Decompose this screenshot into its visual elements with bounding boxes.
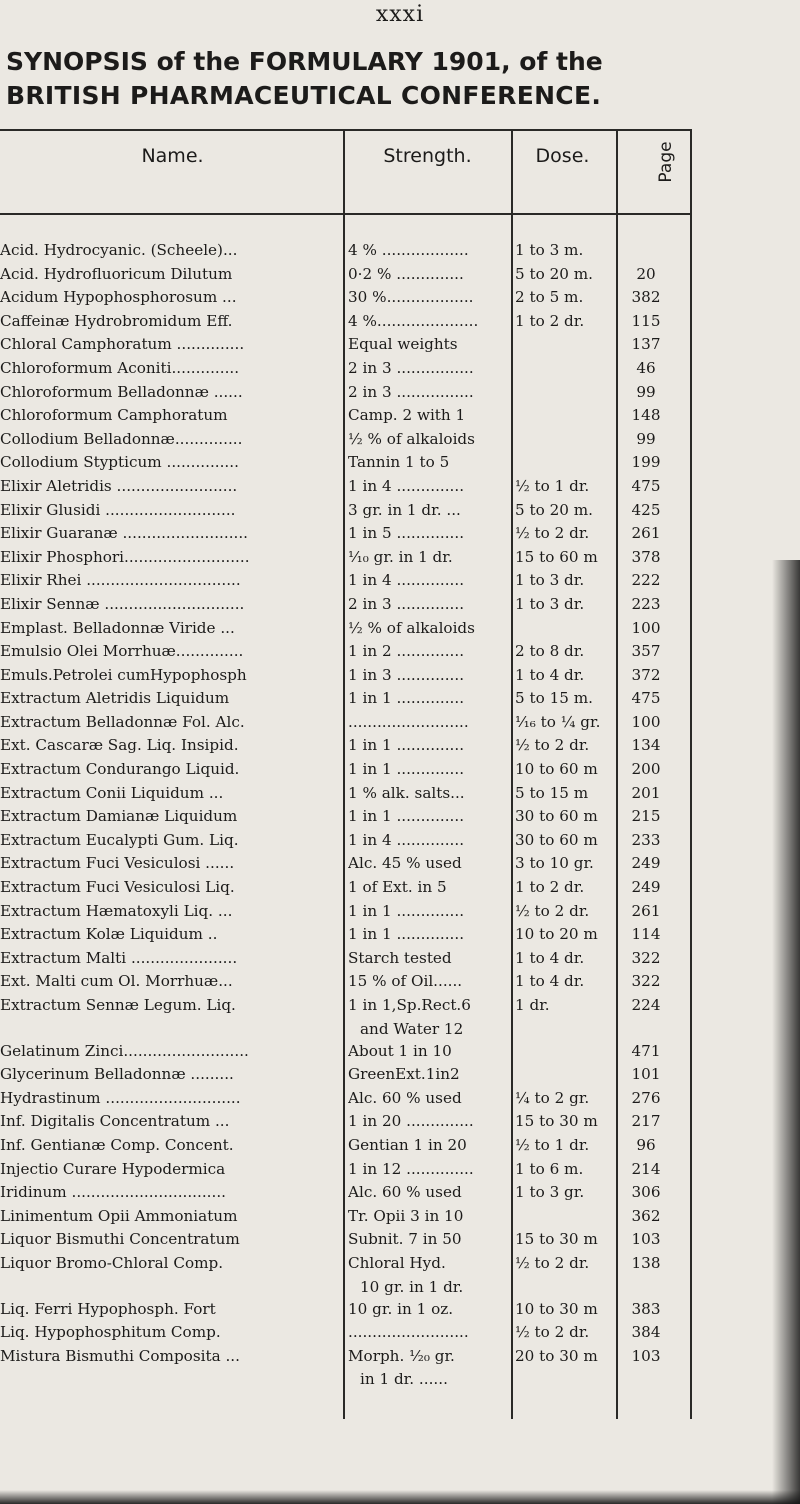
row-name: Extractum Eucalypti Gum. Liq.: [0, 830, 239, 849]
table-row: [0, 1252, 800, 1276]
row-strength-continued: 10 gr. in 1 dr.: [360, 1277, 464, 1296]
row-page: 214: [631, 1159, 661, 1178]
row-name: Liquor Bismuthi Concentratum: [0, 1230, 240, 1249]
page-number: xxxi: [375, 2, 425, 27]
row-dose: 5 to 15 m.: [515, 689, 593, 708]
row-dose: 1 to 4 dr.: [515, 972, 585, 991]
row-dose: 1 to 4 dr.: [515, 665, 585, 684]
row-name: Extractum Kolæ Liquidum ..: [0, 925, 218, 944]
row-page: 249: [631, 854, 661, 873]
page-title-line-1: SYNOPSIS of the FORMULARY 1901, of the: [6, 47, 603, 76]
row-page: 46: [636, 358, 656, 377]
table-row: [0, 923, 800, 947]
table-row: [0, 758, 800, 782]
row-page: 383: [631, 1299, 661, 1318]
row-page: 100: [631, 618, 661, 637]
table-row: [0, 947, 800, 971]
table-row: [0, 263, 800, 287]
row-dose: ½ to 2 dr.: [515, 901, 590, 920]
row-name: Liq. Hypophosphitum Comp.: [0, 1323, 221, 1342]
row-strength: .........................: [348, 712, 469, 731]
table-row: [0, 876, 800, 900]
row-strength: 30 %..................: [348, 288, 474, 307]
row-name: Extractum Damianæ Liquidum: [0, 807, 238, 826]
row-dose: ¹⁄₁₆ to ¼ gr.: [515, 712, 601, 731]
row-dose: 20 to 30 m: [515, 1346, 598, 1365]
table-row: [0, 475, 800, 499]
row-dose: 1 to 2 dr.: [515, 311, 585, 330]
table-row: [0, 569, 800, 593]
table-row: [0, 994, 800, 1018]
row-name: Caffeinæ Hydrobromidum Eff.: [0, 311, 233, 330]
table-row: [0, 900, 800, 924]
row-strength: 1 in 4 ..............: [348, 830, 465, 849]
row-dose: 1 to 2 dr.: [515, 878, 585, 897]
row-name: Acidum Hypophosphorosum ...: [0, 288, 237, 307]
row-name: Chloroformum Belladonnæ ......: [0, 382, 243, 401]
row-strength: ¹⁄₁₀ gr. in 1 dr.: [348, 547, 453, 566]
row-strength: ½ % of alkaloids: [348, 618, 475, 637]
row-page: 103: [631, 1230, 661, 1249]
row-strength: 1 in 1 ..............: [348, 901, 465, 920]
table-row: [0, 1321, 800, 1345]
table-row-continuation: [0, 1018, 800, 1040]
row-strength: 1 of Ext. in 5: [348, 878, 447, 897]
row-strength: Tannin 1 to 5: [348, 453, 450, 472]
row-page: 357: [631, 642, 661, 661]
table-row: [0, 852, 800, 876]
row-strength: GreenExt.1in2: [348, 1065, 460, 1084]
table-row: [0, 381, 800, 405]
row-page: 378: [631, 547, 661, 566]
row-strength: 0·2 % ..............: [348, 264, 464, 283]
table-row: [0, 829, 800, 853]
column-header-strength: Strength.: [383, 145, 472, 167]
row-name: Extractum Fuci Vesiculosi ......: [0, 854, 235, 873]
table-row: [0, 1228, 800, 1252]
column-header-page: Page: [656, 141, 676, 183]
row-name: Extractum Sennæ Legum. Liq.: [0, 996, 236, 1014]
row-dose: 15 to 30 m: [515, 1112, 598, 1131]
row-page: 261: [631, 901, 661, 920]
row-page: 261: [631, 524, 661, 543]
row-name: Collodium Stypticum ...............: [0, 453, 239, 472]
table-row-continuation: [0, 1368, 800, 1390]
table-row: [0, 1345, 800, 1369]
column-header-name: Name.: [141, 145, 204, 167]
row-page: 99: [636, 429, 656, 448]
row-page: 276: [631, 1088, 661, 1107]
row-dose: 1 to 3 dr.: [515, 571, 585, 590]
row-dose: 1 to 4 dr.: [515, 948, 585, 967]
row-dose: 1 to 3 dr.: [515, 594, 585, 613]
row-name: Elixir Aletridis .........................: [0, 476, 238, 495]
row-page: 215: [631, 807, 661, 826]
row-name: Glycerinum Belladonnæ .........: [0, 1065, 234, 1084]
row-name: Extractum Malti ......................: [0, 948, 238, 967]
formulary-table-body: [0, 239, 800, 1390]
row-name: Linimentum Opii Ammoniatum: [0, 1206, 238, 1225]
row-name: Injectio Curare Hypodermica: [0, 1159, 226, 1178]
row-page: 137: [631, 335, 661, 354]
row-dose: 3 to 10 gr.: [515, 854, 594, 873]
row-page: 20: [636, 264, 656, 283]
row-dose: 1 to 6 m.: [515, 1159, 584, 1178]
row-name: Elixir Guaranæ ..........................: [0, 524, 248, 543]
row-name: Gelatinum Zinci..........................: [0, 1041, 249, 1060]
row-strength: Chloral Hyd.: [348, 1253, 446, 1272]
row-strength: Alc. 60 % used: [348, 1183, 462, 1202]
row-page: 233: [631, 830, 661, 849]
row-page: 100: [631, 712, 661, 731]
table-row: [0, 286, 800, 310]
row-dose: ½ to 1 dr.: [515, 476, 590, 495]
row-strength-continued: and Water 12: [360, 1019, 464, 1038]
row-name: Inf. Gentianæ Comp. Concent.: [0, 1135, 234, 1154]
table-row: [0, 593, 800, 617]
row-name: Emplast. Belladonnæ Viride ...: [0, 618, 235, 637]
row-page: 222: [631, 571, 661, 590]
row-dose: 5 to 20 m.: [515, 264, 593, 283]
header-bottom-rule: [0, 213, 690, 215]
row-name: Extractum Hæmatoxyli Liq. ...: [0, 901, 233, 920]
row-dose: ½ to 2 dr.: [515, 1253, 590, 1272]
table-row: [0, 782, 800, 806]
row-dose: 5 to 15 m: [515, 783, 589, 802]
row-strength: 2 in 3 ..............: [348, 594, 465, 613]
row-dose: 1 dr.: [515, 996, 550, 1014]
row-page: 217: [631, 1112, 661, 1131]
row-name: Chloral Camphoratum ..............: [0, 335, 245, 354]
table-row: [0, 1205, 800, 1229]
column-header-dose: Dose.: [535, 145, 590, 167]
row-page: 114: [631, 925, 661, 944]
table-row: [0, 1063, 800, 1087]
row-strength: 2 in 3 ................: [348, 382, 474, 401]
row-strength: Alc. 60 % used: [348, 1088, 462, 1107]
table-row: [0, 1181, 800, 1205]
row-strength: 3 gr. in 1 dr. ...: [348, 500, 461, 519]
row-name: Emuls.Petrolei cumHypophosph: [0, 665, 247, 684]
table-row: [0, 1158, 800, 1182]
page-edge-shadow: [772, 560, 800, 1504]
table-row: [0, 640, 800, 664]
row-name: Extractum Aletridis Liquidum: [0, 689, 230, 708]
table-row: [0, 970, 800, 994]
row-dose: ½ to 1 dr.: [515, 1135, 590, 1154]
row-name: Iridinum ................................: [0, 1183, 226, 1202]
row-name: Mistura Bismuthi Composita ...: [0, 1346, 240, 1365]
row-page: 199: [631, 453, 661, 472]
row-name: Acid. Hydrofluoricum Dilutum: [0, 264, 233, 283]
row-strength: 10 gr. in 1 oz.: [348, 1299, 454, 1318]
row-strength: 1 in 1 ..............: [348, 760, 465, 779]
row-dose: 30 to 60 m: [515, 830, 598, 849]
row-strength-continued: in 1 dr. ......: [360, 1370, 448, 1389]
row-page: 224: [631, 996, 661, 1014]
row-strength: Gentian 1 in 20: [348, 1135, 467, 1154]
table-row: [0, 1134, 800, 1158]
table-row: [0, 499, 800, 523]
row-strength: 1 in 3 ..............: [348, 665, 465, 684]
row-name: Extractum Fuci Vesiculosi Liq.: [0, 878, 235, 897]
row-page: 96: [636, 1135, 656, 1154]
row-strength: 1 in 4 ..............: [348, 571, 465, 590]
row-dose: 10 to 60 m: [515, 760, 598, 779]
header-top-rule: [0, 129, 690, 131]
row-strength: 1 in 5 ..............: [348, 524, 465, 543]
table-row: [0, 357, 800, 381]
row-strength: Morph. ¹⁄₂₀ gr.: [348, 1346, 455, 1365]
row-name: Inf. Digitalis Concentratum ...: [0, 1112, 230, 1131]
row-strength: 1 in 1,Sp.Rect.6: [348, 996, 471, 1014]
row-dose: ¼ to 2 gr.: [515, 1088, 590, 1107]
row-page: 471: [631, 1041, 661, 1060]
row-dose: 5 to 20 m.: [515, 500, 593, 519]
row-page: 138: [631, 1253, 661, 1272]
table-row: [0, 546, 800, 570]
row-strength: 4 % ..................: [348, 241, 469, 259]
row-dose: 15 to 30 m: [515, 1230, 598, 1249]
row-name: Ext. Cascaræ Sag. Liq. Insipid.: [0, 736, 239, 755]
row-page: 200: [631, 760, 661, 779]
row-page: 322: [631, 948, 661, 967]
row-page: 103: [631, 1346, 661, 1365]
row-page: 475: [631, 689, 661, 708]
row-strength: 15 % of Oil......: [348, 972, 463, 991]
row-strength: ½ % of alkaloids: [348, 429, 475, 448]
table-row: [0, 1040, 800, 1064]
row-strength: Equal weights: [348, 335, 458, 354]
table-row: [0, 522, 800, 546]
table-row: [0, 1087, 800, 1111]
row-name: Elixir Sennæ .............................: [0, 594, 245, 613]
row-dose: 15 to 60 m: [515, 547, 598, 566]
row-page: 362: [631, 1206, 661, 1225]
row-strength: 1 in 12 ..............: [348, 1159, 474, 1178]
row-dose: 2 to 8 dr.: [515, 642, 585, 661]
table-row: [0, 1110, 800, 1134]
row-name: Collodium Belladonnæ..............: [0, 429, 243, 448]
table-row: [0, 310, 800, 334]
row-page: 322: [631, 972, 661, 991]
table-row: [0, 1298, 800, 1322]
row-page: 425: [631, 500, 661, 519]
row-page: 115: [631, 311, 661, 330]
row-strength: About 1 in 10: [348, 1041, 452, 1060]
row-strength: 1 in 20 ..............: [348, 1112, 474, 1131]
row-dose: 2 to 5 m.: [515, 288, 584, 307]
row-strength: 1 in 1 ..............: [348, 689, 465, 708]
row-strength: Alc. 45 % used: [348, 854, 462, 873]
row-name: Elixir Rhei ................................: [0, 571, 241, 590]
row-page: 475: [631, 476, 661, 495]
row-strength: Starch tested: [348, 948, 452, 967]
row-dose: 1 to 3 m.: [515, 241, 584, 259]
row-strength: 2 in 3 ................: [348, 358, 474, 377]
row-strength: Camp. 2 with 1: [348, 406, 466, 425]
row-page: 148: [631, 406, 661, 425]
table-row: [0, 734, 800, 758]
row-name: Chloroformum Aconiti..............: [0, 358, 240, 377]
row-dose: 30 to 60 m: [515, 807, 598, 826]
table-row: [0, 687, 800, 711]
row-page: 101: [631, 1065, 661, 1084]
row-name: Liq. Ferri Hypophosph. Fort: [0, 1299, 216, 1318]
row-name: Chloroformum Camphoratum: [0, 406, 228, 425]
row-name: Emulsio Olei Morrhuæ..............: [0, 642, 244, 661]
row-dose: 10 to 30 m: [515, 1299, 598, 1318]
row-name: Hydrastinum ............................: [0, 1088, 241, 1107]
row-page: 223: [631, 594, 661, 613]
row-strength: 4 %.....................: [348, 311, 479, 330]
table-row: [0, 451, 800, 475]
row-dose: ½ to 2 dr.: [515, 736, 590, 755]
row-dose: 1 to 3 gr.: [515, 1183, 585, 1202]
row-page: 249: [631, 878, 661, 897]
row-page: 382: [631, 288, 661, 307]
table-row: [0, 239, 800, 263]
row-page: 134: [631, 736, 661, 755]
row-dose: ½ to 2 dr.: [515, 1323, 590, 1342]
row-name: Extractum Conii Liquidum ...: [0, 783, 224, 802]
row-dose: 10 to 20 m: [515, 925, 598, 944]
table-row: [0, 404, 800, 428]
row-name: Ext. Malti cum Ol. Morrhuæ...: [0, 972, 233, 991]
row-name: Extractum Belladonnæ Fol. Alc.: [0, 712, 245, 731]
table-row-continuation: [0, 1276, 800, 1298]
table-row: [0, 617, 800, 641]
row-name: Liquor Bromo-Chloral Comp.: [0, 1253, 224, 1272]
row-strength: Subnit. 7 in 50: [348, 1230, 462, 1249]
row-page: 372: [631, 665, 661, 684]
row-name: Extractum Condurango Liquid.: [0, 760, 240, 779]
table-row: [0, 805, 800, 829]
row-strength: 1 in 1 ..............: [348, 736, 465, 755]
table-row: [0, 711, 800, 735]
page-bottom-shadow: [0, 1490, 800, 1504]
page-title-line-2: BRITISH PHARMACEUTICAL CONFERENCE.: [6, 81, 602, 110]
table-row: [0, 333, 800, 357]
row-strength: 1 in 1 ..............: [348, 925, 465, 944]
row-page: 99: [636, 382, 656, 401]
table-row: [0, 664, 800, 688]
row-strength: 1 in 1 ..............: [348, 807, 465, 826]
row-strength: 1 in 2 ..............: [348, 642, 465, 661]
row-strength: 1 % alk. salts...: [348, 783, 465, 802]
row-strength: Tr. Opii 3 in 10: [348, 1206, 464, 1225]
row-page: 201: [631, 783, 661, 802]
row-page: 384: [631, 1323, 661, 1342]
row-strength: 1 in 4 ..............: [348, 476, 465, 495]
row-dose: ½ to 2 dr.: [515, 524, 590, 543]
row-name: Elixir Phosphori..........................: [0, 547, 250, 566]
row-name: Elixir Glusidi ...........................: [0, 500, 236, 519]
row-page: 306: [631, 1183, 661, 1202]
table-row: [0, 428, 800, 452]
row-name: Acid. Hydrocyanic. (Scheele)...: [0, 241, 238, 259]
row-strength: .........................: [348, 1323, 469, 1342]
